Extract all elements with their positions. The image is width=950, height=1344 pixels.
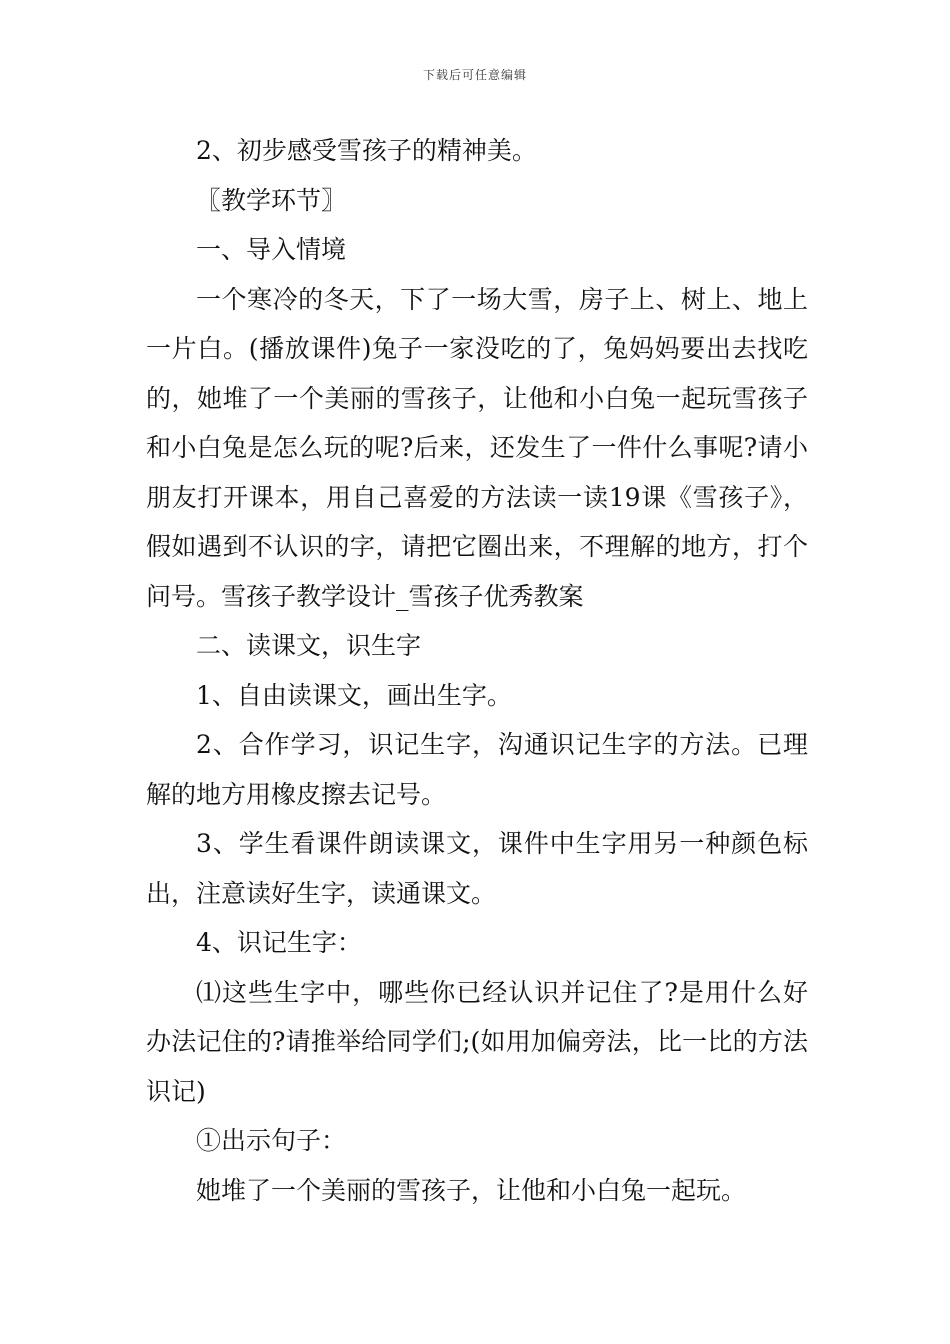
- paragraph-step-1: 1、自由读课文，画出生字。: [196, 680, 512, 710]
- paragraph-step-2: 2、合作学习，识记生字，沟通识记生字的方法。已理解的地方用橡皮擦去记号。: [146, 730, 808, 809]
- document-body: [146, 126, 808, 1215]
- paragraph-step-4: 4、识记生字：: [196, 928, 362, 957]
- paragraph-show-sentence: ①出示句子：: [196, 1126, 347, 1155]
- paragraph-goal-2: 2、初步感受雪孩子的精神美。: [196, 136, 537, 165]
- heading-read-text: 二、读课文，识生字: [196, 631, 422, 660]
- paragraph-substep-1: ⑴这些生字中，哪些你已经认识并记住了?是用什么好办法记住的?请推举给同学们;(如用加偏旁法，比一比的方法识记): [146, 977, 808, 1106]
- section-heading-teaching-steps: 〖教学环节〗: [196, 185, 347, 215]
- paragraph-introduction-story: 一个寒冷的冬天，下了一场大雪，房子上、树上、地上一片白。(播放课件)兔子一家没吃的了，兔妈妈要出去找吃的，她堆了一个美丽的雪孩子，让他和小白兔一起玩雪孩子和小白兔是怎么玩的呢?后来，还发生了一件什么事呢?请小朋友打开课本，用自己喜爱的方法读一读19课《雪孩子》，假如遇到不认识的字，请把它圈出来，不理解的地方，打个问号。雪孩子教学设计_雪孩子优秀教案: [146, 284, 808, 611]
- page-header: 下载后可任意编辑: [422, 68, 527, 82]
- heading-introduction: 一、导入情境: [196, 235, 347, 264]
- paragraph-step-3: 3、学生看课件朗读课文，课件中生字用另一种颜色标出，注意读好生字，读通课文。: [146, 829, 808, 908]
- paragraph-example-sentence: 她堆了一个美丽的雪孩子，让他和小白兔一起玩。: [196, 1175, 747, 1205]
